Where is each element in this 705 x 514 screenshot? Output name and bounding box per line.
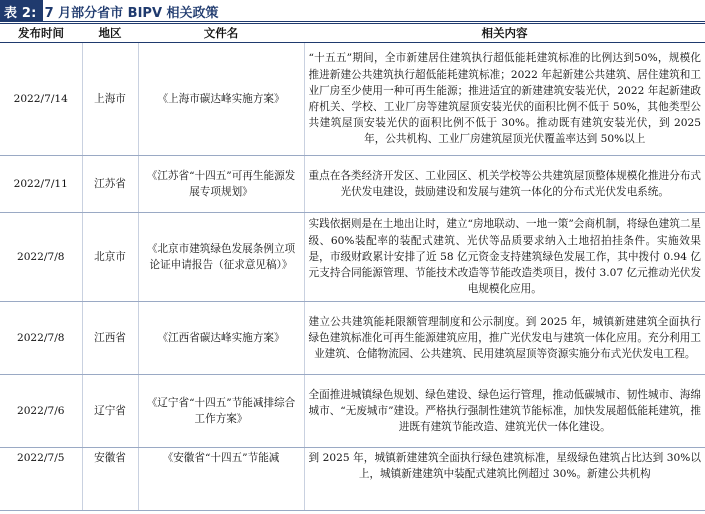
- cell-content: 全面推进城镇绿色规划、绿色建设、绿色运行管理，推动低碳城市、韧性城市、海绵城市、“无废城市”建设。严格执行强制性建筑节能标准，加快发展超低能耗建筑，推进既有建筑节能改造、建筑光伏一体化建设。: [304, 375, 705, 448]
- table-title: 7 月部分省市 BIPV 相关政策: [44, 5, 219, 21]
- cell-content: 实践依据则是在土地出让时，建立“房地联动、一地一策”会商机制，将绿色建筑二星级、60%装配率的装配式建筑、光伏等品质要求纳入土地招拍挂条件。实施效果是，市级财政累计安排了近 58 亿元资金支持建筑绿色发展工作，其中拨付 0.94 亿元支持合同能源管理、节能技术改造等节能改造类项目，拨付 3.07 亿元推动光伏发电规模化应用。: [304, 213, 705, 302]
- table-caption: [0, 0, 705, 22]
- cell-date: 2022/7/11: [0, 156, 82, 213]
- cell-region: 江苏省: [82, 156, 138, 213]
- cell-document: 《北京市建筑绿色发展条例立项论证申请报告（征求意见稿）》: [138, 213, 304, 302]
- header-date: 发布时间: [0, 24, 82, 43]
- cell-date: 2022/7/5: [0, 448, 82, 511]
- table-row: [0, 448, 705, 511]
- cell-date: 2022/7/8: [0, 302, 82, 375]
- cell-content: 建立公共建筑能耗限额管理制度和公示制度。到 2025 年，城镇新建建筑全面执行绿色建筑标准化可再生能源建筑应用，推广光伏发电与建筑一体化应用。充分利用工业建筑、仓储物流园、公共建筑、民用建筑屋顶等资源实施分布式光伏发电工程。: [304, 302, 705, 375]
- table-row: [0, 375, 705, 448]
- cell-region: 江西省: [82, 302, 138, 375]
- header-content: 相关内容: [304, 24, 705, 43]
- table-row: [0, 43, 705, 156]
- cell-region: 安徽省: [82, 448, 138, 511]
- cell-content: 到 2025 年，城镇新建建筑全面执行绿色建筑标准，星级绿色建筑占比达到 30%以上，城镇新建建筑中装配式建筑比例超过 30%。新建公共机构: [304, 448, 705, 511]
- cell-region: 北京市: [82, 213, 138, 302]
- header-region: 地区: [82, 24, 138, 43]
- cell-region: 辽宁省: [82, 375, 138, 448]
- cell-document: 《江苏省“十四五”可再生能源发展专项规划》: [138, 156, 304, 213]
- table-row: [0, 156, 705, 213]
- cell-document: 《上海市碳达峰实施方案》: [138, 43, 304, 156]
- cell-region: 上海市: [82, 43, 138, 156]
- cell-date: 2022/7/14: [0, 43, 82, 156]
- table-row: [0, 213, 705, 302]
- header-doc: 文件名: [138, 24, 304, 43]
- cell-document: 《安徽省“十四五”节能减: [138, 448, 304, 511]
- title-divider: [0, 21, 705, 22]
- table-number: 表 2:: [0, 0, 43, 22]
- header-row: [0, 24, 705, 43]
- cell-date: 2022/7/8: [0, 213, 82, 302]
- policy-table: [0, 23, 705, 511]
- cell-content: 重点在各类经济开发区、工业园区、机关学校等公共建筑屋顶整体规模化推进分布式光伏发电建设，鼓励建设和发展与建筑一体化的分布式光伏发电系统。: [304, 156, 705, 213]
- cell-document: 《辽宁省“十四五”节能减排综合工作方案》: [138, 375, 304, 448]
- table-row: [0, 302, 705, 375]
- cell-date: 2022/7/6: [0, 375, 82, 448]
- cell-content: “十五五”期间，全市新建居住建筑执行超低能耗建筑标准的比例达到50%，规模化推进新建公共建筑执行超低能耗建筑标准；2022 年起新建公共建筑、居住建筑和工业厂房至少使用一种可再生能源；推进适宜的新建建筑安装光伏，2022 年起新建政府机关、学校、工业厂房等建筑屋顶安装光伏的面积比例不低于 50%，其他类型公共建筑屋顶安装光伏的面积比例不低于 30%。推动既有建筑安装光伏，到 2025 年，公共机构、工业厂房建筑屋顶光伏覆盖率达到 50%以上: [304, 43, 705, 156]
- cell-document: 《江西省碳达峰实施方案》: [138, 302, 304, 375]
